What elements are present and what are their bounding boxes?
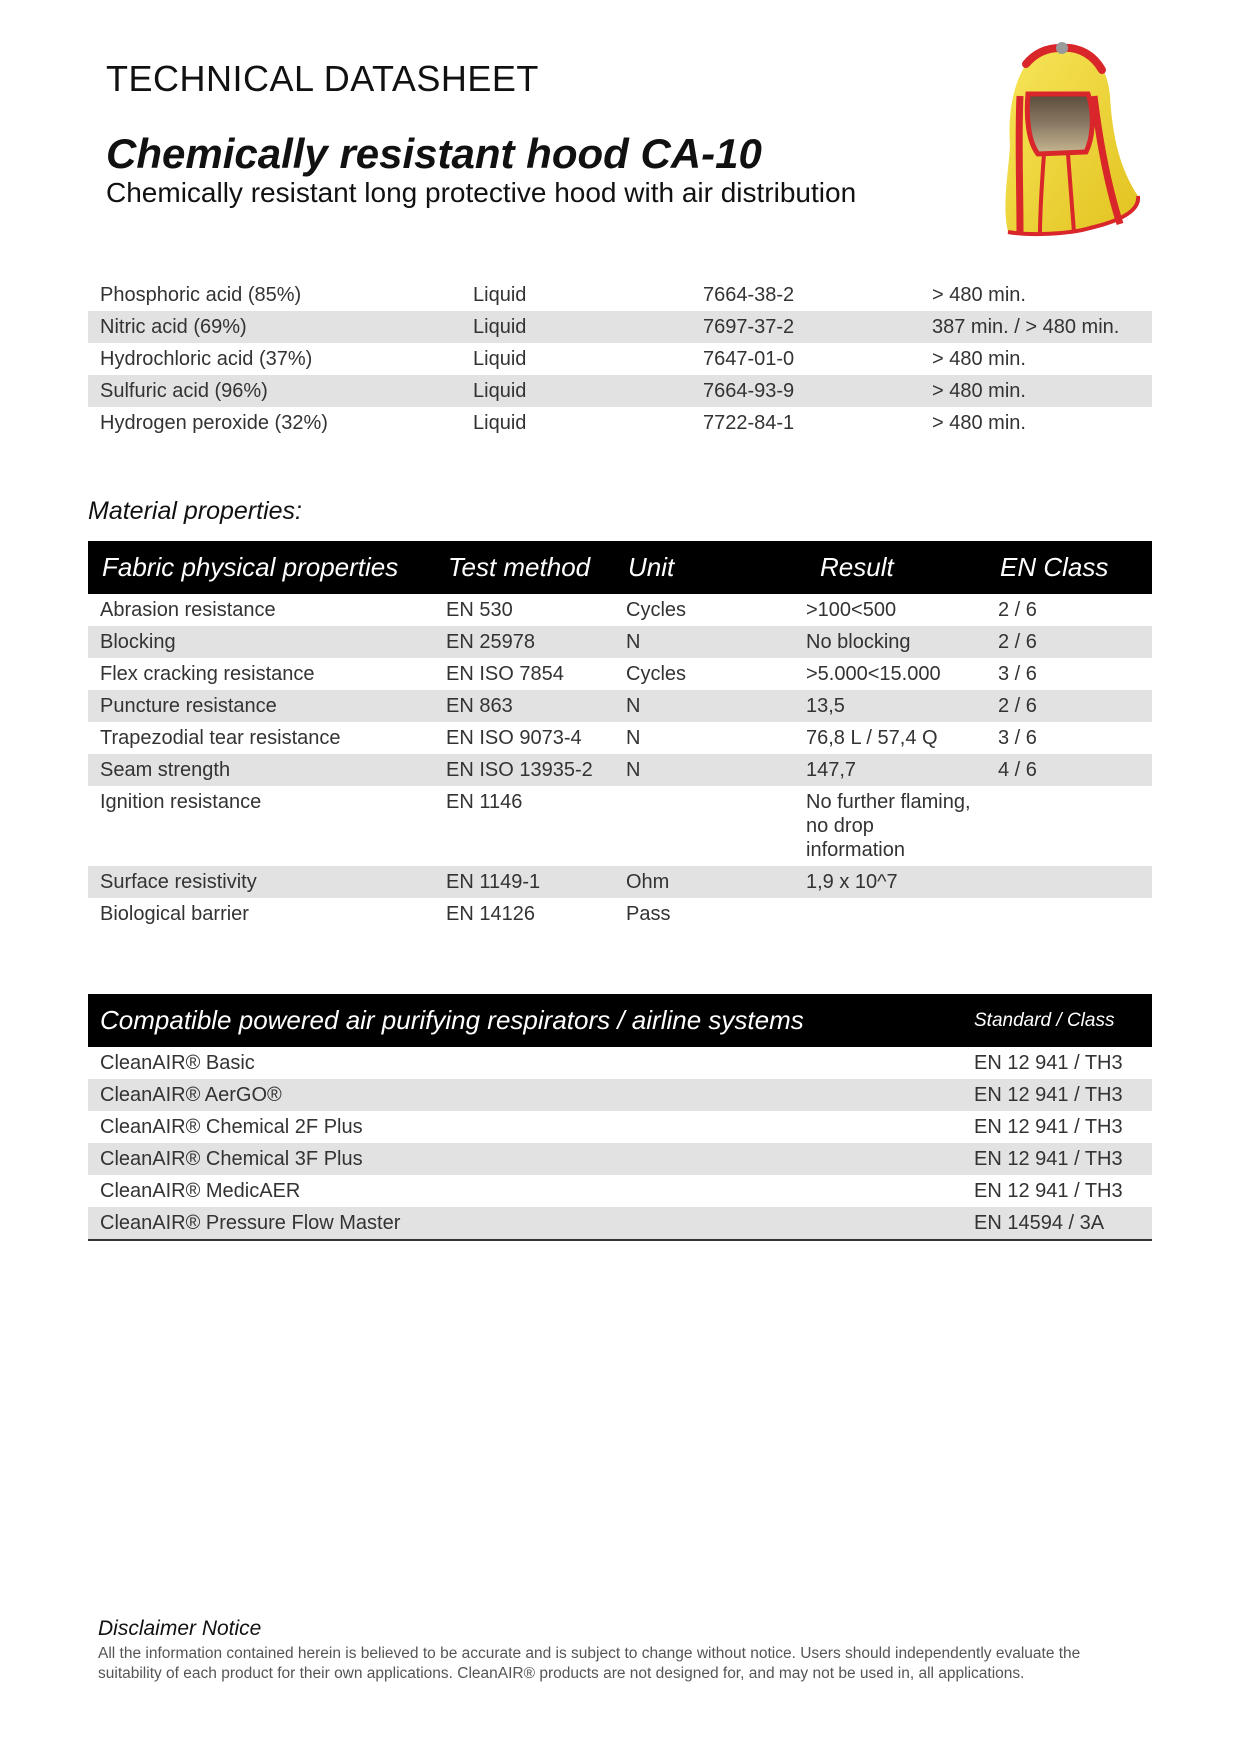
table-header-row — [88, 541, 1152, 594]
column-header-standard: Standard / Class — [964, 994, 1152, 1047]
table-row — [88, 754, 1152, 786]
system-name: CleanAIR® AerGO® — [88, 1079, 964, 1111]
column-header-result: Result — [794, 541, 986, 594]
column-header-property: Fabric physical properties — [88, 541, 434, 594]
breakthrough-time: > 480 min. — [932, 347, 1026, 370]
chemical-state: Liquid — [461, 375, 691, 407]
standard-class: EN 12 941 / TH3 — [964, 1143, 1152, 1175]
cas-number: 7664-38-2 — [703, 283, 795, 306]
table-row — [88, 594, 1152, 626]
test-method: EN 530 — [446, 599, 513, 621]
property-name: Trapezodial tear resistance — [100, 727, 341, 749]
table-row — [88, 626, 1152, 658]
test-method: EN 1146 — [446, 791, 523, 813]
column-header-method: Test method — [434, 541, 614, 594]
chemical-state: Liquid — [461, 311, 691, 343]
column-header-en-class: EN Class — [986, 541, 1152, 594]
table-row — [88, 1207, 1152, 1240]
property-name: Biological barrier — [100, 903, 249, 925]
system-name: CleanAIR® Chemical 2F Plus — [100, 1115, 363, 1138]
disclaimer-text: All the information contained herein is believed to be accurate and is subject to change without notice. Users should independently evaluate the suitability of each product for their own applications. CleanAIR® products are not designed for, and may not be used in, all applications. — [98, 1645, 1081, 1682]
document-type-heading: TECHNICAL DATASHEET — [106, 58, 539, 99]
table-row — [88, 898, 1152, 930]
result — [794, 898, 986, 930]
standard-class: EN 12 941 / TH3 — [974, 1051, 1123, 1074]
standard-class: EN 12 941 / TH3 — [974, 1115, 1123, 1138]
en-class: 2 / 6 — [998, 599, 1037, 621]
compatible-systems-table — [88, 994, 1152, 1241]
table-row — [88, 1047, 1152, 1079]
test-method: EN ISO 13935-2 — [434, 754, 614, 786]
property-name: Seam strength — [88, 754, 434, 786]
unit: N — [614, 626, 794, 658]
en-class — [986, 898, 1152, 930]
column-header-unit: Unit — [614, 541, 794, 594]
result: 147,7 — [794, 754, 986, 786]
standard-class: EN 14594 / 3A — [964, 1207, 1152, 1240]
breakthrough-time: > 480 min. — [932, 283, 1026, 306]
en-class — [986, 786, 1152, 866]
table-row — [88, 1143, 1152, 1175]
system-name: CleanAIR® Pressure Flow Master — [88, 1207, 964, 1240]
test-method: EN 14126 — [446, 903, 535, 925]
table-row — [88, 658, 1152, 690]
en-class: 3 / 6 — [998, 663, 1037, 685]
result: 76,8 L / 57,4 Q — [806, 727, 938, 749]
chemical-name: Sulfuric acid (96%) — [88, 375, 461, 407]
test-method: EN 25978 — [434, 626, 614, 658]
test-method: EN ISO 9073-4 — [446, 727, 582, 749]
table-row — [88, 1079, 1152, 1111]
cas-number: 7722-84-1 — [703, 411, 795, 434]
product-title: Chemically resistant hood CA-10 — [106, 130, 762, 177]
unit: N — [614, 690, 794, 722]
property-name: Abrasion resistance — [100, 599, 276, 621]
breakthrough-time: > 480 min. — [932, 411, 1026, 434]
chemical-permeation-table — [88, 279, 1152, 439]
table-row — [88, 311, 1152, 343]
table-row — [88, 343, 1152, 375]
en-class — [986, 866, 1152, 898]
test-method: EN 1149-1 — [434, 866, 614, 898]
unit: Pass — [626, 903, 671, 925]
unit: Cycles — [626, 663, 687, 685]
unit: N — [626, 727, 641, 749]
result: No further flaming, no drop information — [806, 791, 971, 861]
table-row — [88, 690, 1152, 722]
en-class: 2 / 6 — [986, 626, 1152, 658]
standard-class: EN 12 941 / TH3 — [974, 1179, 1123, 1202]
protective-hood-image — [990, 36, 1140, 241]
property-name: Blocking — [88, 626, 434, 658]
table-row — [88, 279, 1152, 311]
unit — [614, 786, 794, 866]
property-name: Puncture resistance — [88, 690, 434, 722]
table-row — [88, 866, 1152, 898]
column-header-system: Compatible powered air purifying respirators / airline systems — [88, 994, 964, 1047]
property-name: Surface resistivity — [88, 866, 434, 898]
breakthrough-time: > 480 min. — [920, 375, 1152, 407]
test-method: EN 863 — [434, 690, 614, 722]
product-subtitle: Chemically resistant long protective hood with air distribution — [106, 177, 857, 208]
cas-number: 7697-37-2 — [691, 311, 920, 343]
result: 1,9 x 10^7 — [794, 866, 986, 898]
unit: N — [614, 754, 794, 786]
table-row — [88, 786, 1152, 866]
material-properties-table — [88, 541, 1152, 930]
result: >5.000<15.000 — [806, 663, 941, 685]
chemical-name: Hydrogen peroxide (32%) — [100, 411, 328, 434]
system-name: CleanAIR® Chemical 3F Plus — [88, 1143, 964, 1175]
property-name: Ignition resistance — [100, 791, 262, 813]
system-name: CleanAIR® Basic — [100, 1051, 255, 1074]
standard-class: EN 12 941 / TH3 — [964, 1079, 1152, 1111]
result: 13,5 — [794, 690, 986, 722]
chemical-state: Liquid — [473, 411, 527, 434]
result: No blocking — [794, 626, 986, 658]
test-method: EN ISO 7854 — [446, 663, 564, 685]
en-class: 2 / 6 — [986, 690, 1152, 722]
disclaimer-heading: Disclaimer Notice — [98, 1617, 262, 1640]
result: >100<500 — [806, 599, 897, 621]
table-row — [88, 407, 1152, 439]
en-class: 3 / 6 — [998, 727, 1037, 749]
chemical-name: Nitric acid (69%) — [88, 311, 461, 343]
unit: Ohm — [614, 866, 794, 898]
system-name: CleanAIR® MedicAER — [100, 1179, 301, 1202]
unit: Cycles — [626, 599, 687, 621]
table-header-row — [88, 994, 1152, 1047]
table-row — [88, 722, 1152, 754]
table-row — [88, 1111, 1152, 1143]
breakthrough-time: 387 min. / > 480 min. — [920, 311, 1152, 343]
chemical-name: Hydrochloric acid (37%) — [100, 347, 313, 370]
table-row — [88, 375, 1152, 407]
chemical-state: Liquid — [473, 347, 527, 370]
chemical-name: Phosphoric acid (85%) — [100, 283, 302, 306]
en-class: 4 / 6 — [986, 754, 1152, 786]
cas-number: 7664-93-9 — [691, 375, 920, 407]
chemical-state: Liquid — [473, 283, 527, 306]
property-name: Flex cracking resistance — [100, 663, 315, 685]
table-row — [88, 1175, 1152, 1207]
cas-number: 7647-01-0 — [703, 347, 795, 370]
material-properties-heading: Material properties: — [88, 497, 302, 525]
